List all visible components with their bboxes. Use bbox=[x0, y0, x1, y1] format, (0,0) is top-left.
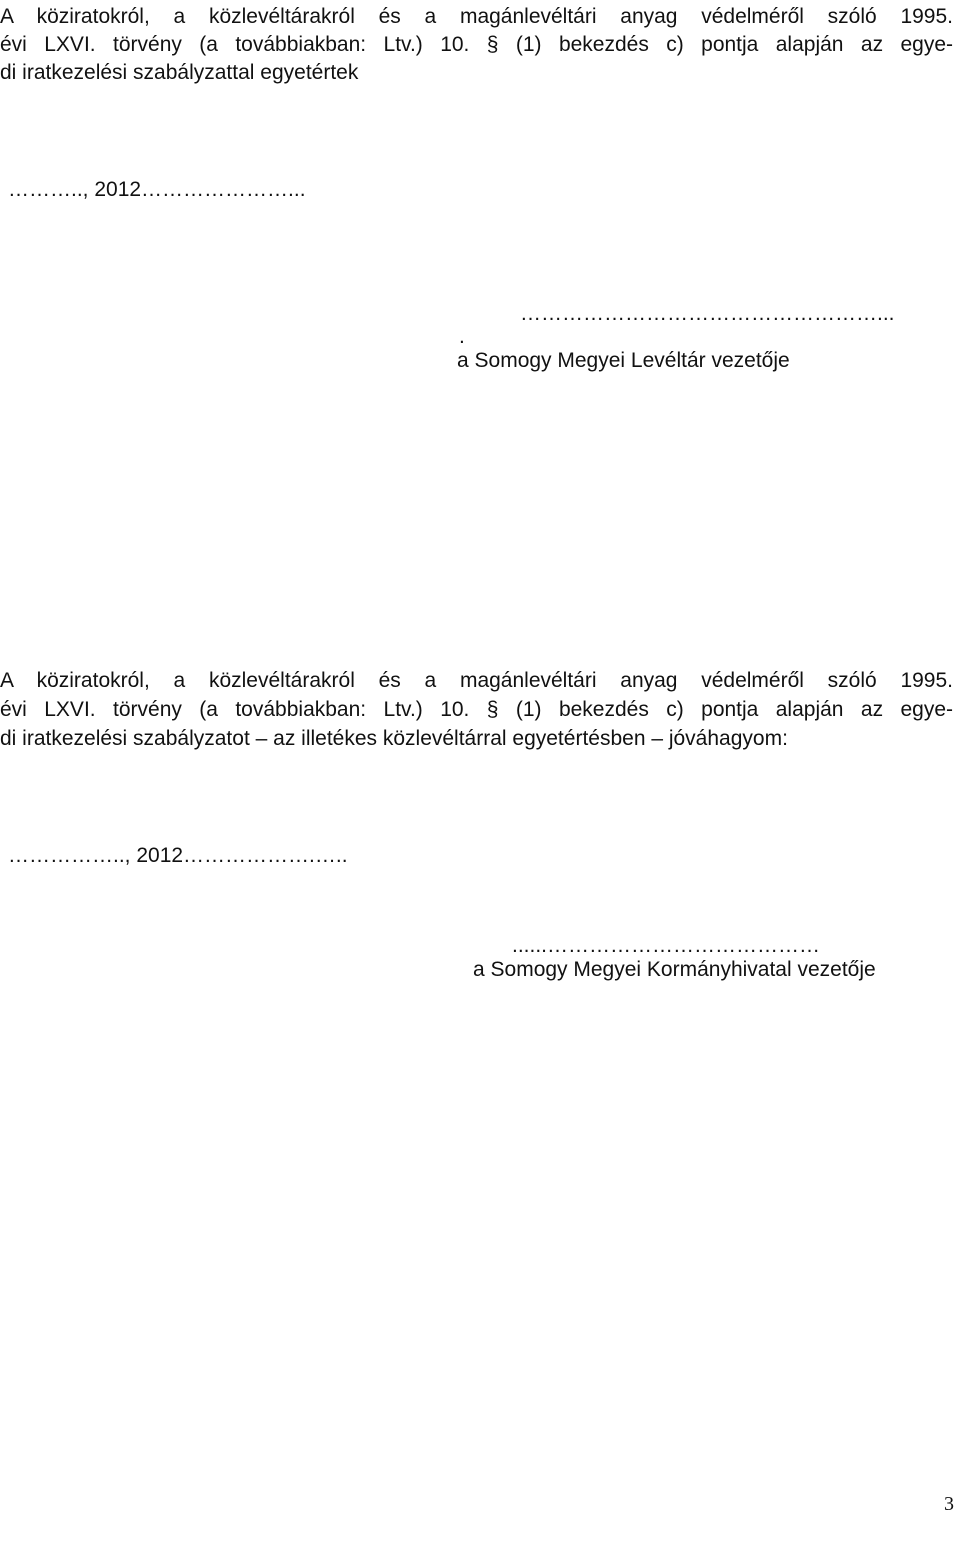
paragraph-line-2: évi LXVI. törvény (a továbbiakban: Ltv.) 10. § (1) bekezdés c) pontja alapján az egye- bbox=[0, 33, 953, 56]
paragraph-line-3: di iratkezelési szabályzatot – az illetékes közlevéltárral egyetértésben – jóváhagyom: bbox=[0, 727, 788, 750]
signature-title: a Somogy Megyei Kormányhivatal vezetője bbox=[473, 958, 876, 981]
signature-line: ……………………………………………... bbox=[520, 302, 895, 325]
signature-title: a Somogy Megyei Levéltár vezetője bbox=[457, 349, 790, 372]
paragraph-line-1: A köziratokról, a közlevéltárakról és a magánlevéltári anyag védelméről szóló 1995. bbox=[0, 5, 953, 28]
dot-marker: . bbox=[459, 325, 465, 348]
page-number: 3 bbox=[944, 1493, 954, 1515]
paragraph-line-1: A köziratokról, a közlevéltárakról és a magánlevéltári anyag védelméről szóló 1995. bbox=[0, 669, 953, 692]
paragraph-line-3: di iratkezelési szabályzattal egyetértek bbox=[0, 61, 359, 84]
paragraph-line-2: évi LXVI. törvény (a továbbiakban: Ltv.) 10. § (1) bekezdés c) pontja alapján az egye- bbox=[0, 698, 953, 721]
date-line: …………….., 2012……………….….. bbox=[8, 844, 348, 867]
signature-line: ......………………………………… bbox=[512, 934, 821, 957]
date-line: ……….., 2012…………………... bbox=[8, 178, 306, 201]
